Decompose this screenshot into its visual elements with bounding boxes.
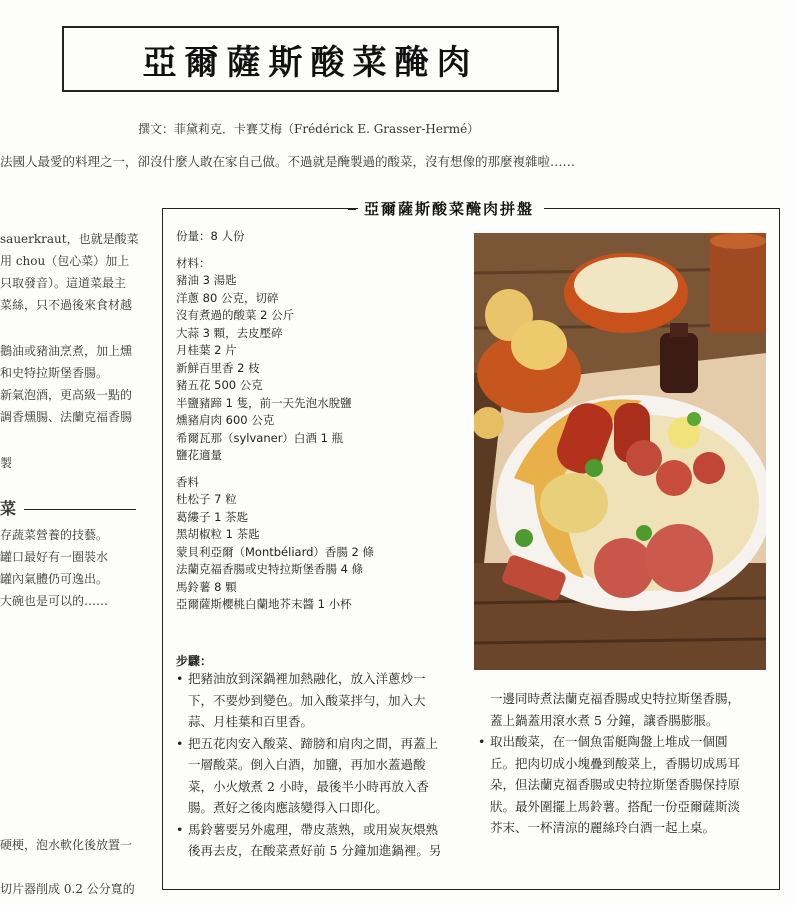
steps-column-1: [176, 668, 466, 862]
recipe-box-title: 亞爾薩斯酸菜醃肉拼盤: [358, 198, 544, 219]
ingredients-panel: [176, 228, 466, 614]
spice-item: 黑胡椒粒 1 茶匙: [176, 527, 260, 541]
servings: 份量：8 人份: [176, 229, 245, 243]
step-item: • 把豬油放到深鍋裡加熱融化，放入洋蔥炒一 下，不要炒到變色。加入酸菜拌勻，加入大 蒜、月桂葉和百里香。: [176, 668, 466, 733]
left-bottom-line-1: 硬梗，泡水軟化後放置一: [0, 838, 133, 852]
author-byline: 撰文：菲黛莉克．卡賽艾梅（Frédérick E. Grasser-Hermé）: [138, 122, 480, 136]
ingredient-item: 月桂葉 2 片: [176, 343, 237, 357]
left-paragraph-1: sauerkraut，也就是酸菜 用 chou（包心菜）加上 只取發音）。這道菜最主 菜絲，只不過後來食材越: [0, 232, 139, 312]
ingredient-item: 新鮮百里香 2 枝: [176, 360, 260, 375]
ingredient-item: 豬油 3 湯匙: [176, 273, 237, 287]
spice-item: 馬鈴薯 8 顆: [176, 579, 237, 594]
ingredients-label: 材料：: [176, 255, 211, 270]
ingredient-item: 豬五花 500 公克: [176, 378, 263, 392]
left-paragraph-3: 製: [0, 456, 13, 470]
left-bottom-line-2: 切片器削成 0.2 公分寬的: [0, 882, 135, 896]
intro-text: 法國人最愛的料理之一，卻沒什麼人敢在家自己做。不過就是醃製過的酸菜，沒有想像的那麼複雜啦……: [0, 154, 576, 169]
left-column: [0, 228, 152, 636]
ingredient-item: 半鹽豬蹄 1 隻，前一天先泡水脫鹽: [176, 395, 352, 410]
dish-photo: [474, 233, 766, 670]
left-section-heading: 菜: [0, 498, 152, 520]
steps-column-2: [478, 688, 768, 839]
ingredient-item: 大蒜 3 顆，去皮壓碎: [176, 325, 283, 340]
step-item: • 把五花肉安入酸菜、蹄膀和肩肉之間，再蓋上 一層酸菜。倒入白酒，加鹽，再加水蓋過酸 菜，小火燉煮 2 小時，最後半小時再放入香 腸。煮好之後肉應該變得入口即化。: [176, 733, 466, 819]
spice-item: 法蘭克福香腸或史特拉斯堡香腸 4 條: [176, 562, 364, 576]
left-paragraph-2: 鵝油或豬油烹煮，加上燻 和史特拉斯堡香腸。 新氣泡酒，更高級一點的 調香燻腸、法蘭克福香腸: [0, 344, 133, 424]
spice-item: 蒙貝利亞爾（Montbéliard）香腸 2 條: [176, 544, 375, 559]
spice-item: 亞爾薩斯櫻桃白蘭地芥末醬 1 小杯: [176, 597, 352, 611]
step-item: • 馬鈴薯要另外處理，帶皮蒸熟，或用炭灰煨熟 後再去皮，在酸菜煮好前 5 分鐘加進鍋裡。另: [176, 819, 466, 862]
steps-label: 步驟：: [176, 654, 213, 668]
spices-label: 香料: [176, 474, 199, 489]
ingredient-item: 燻豬肩肉 600 公克: [176, 413, 275, 427]
page-title: 亞爾薩斯酸菜醃肉: [142, 42, 479, 83]
step-continuation: 一邊同時煮法蘭克福香腸或史特拉斯堡香腸， 蓋上鍋蓋用滾水煮 5 分鐘，讓香腸膨脹。: [490, 691, 741, 728]
step-item: • 取出酸菜，在一個魚雷艇陶盤上堆成一個圓 丘。把肉切成小塊疊到酸菜上，香腸切成馬耳 朵，但法蘭克福香腸或史特拉斯堡香腸保持原 狀。最外圍擺上馬鈴薯。搭配一份亞爾薩斯淡 芥末、一杯清涼的麗絲玲白酒一起上桌。: [478, 731, 768, 839]
spice-item: 杜松子 7 粒: [176, 492, 237, 506]
spice-item: 葛縷子 1 茶匙: [176, 509, 249, 524]
left-paragraph-4: 存蔬菜營養的技藝。 罐口最好有一圈裝水 罐內氣體仍可逸出。 大碗也是可以的……: [0, 528, 109, 608]
ingredient-item: 鹽花適量: [176, 448, 222, 462]
ingredient-item: 希爾瓦那（sylvaner）白酒 1 瓶: [176, 430, 344, 445]
ingredient-item: 洋蔥 80 公克，切碎: [176, 290, 279, 305]
ingredient-item: 沒有煮過的酸菜 2 公斤: [176, 308, 295, 322]
title-box: [62, 26, 559, 92]
